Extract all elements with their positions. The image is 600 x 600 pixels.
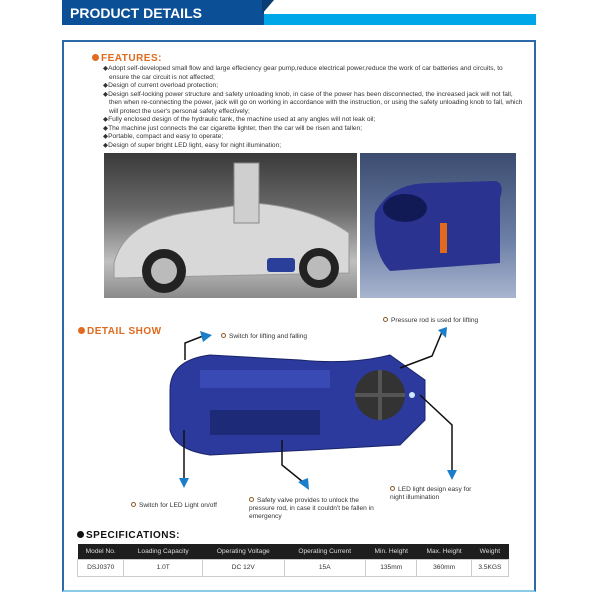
column-header: Min. Height [365,544,416,559]
page-title: PRODUCT DETAILS [62,0,264,25]
table-cell: DSJ0370 [78,559,124,576]
table-cell: 135mm [365,559,416,576]
column-header: Weight [471,544,508,559]
callout-pressure-rod: Pressure rod is used for lifting [383,317,478,325]
feature-item: ◆Design of super bright LED light, easy for night illumination; [103,141,282,149]
table-cell: 3.5KGS [471,559,508,576]
features-title: FEATURES: [101,53,162,64]
callout-switch-lift: Switch for lifting and falling [221,333,307,341]
column-header: Loading Capacity [124,544,203,559]
callout-led-switch: Switch for LED Light on/off [131,502,217,510]
column-header: Operating Voltage [203,544,284,559]
table-cell: DC 12V [203,559,284,576]
table-cell: 1.0T [124,559,203,576]
callout-safety-valve: Safety valve provides to unlock the pressure rod, in case it couldn't be fallen in emergency [249,497,374,520]
table-cell: 360mm [417,559,471,576]
feature-item: ◆Portable, compact and easy to operate; [103,133,224,140]
callout-led-light: LED light design easy for night illumination [390,486,472,501]
specs-table [77,544,509,577]
bullet-icon [77,531,84,538]
detail-title: DETAIL SHOW [87,326,162,337]
table-header-row [78,544,509,559]
column-header: Model No. [78,544,124,559]
feature-item: ◆Fully enclosed design of the hydraulic tank, the machine used at any angles will not leak oil; [103,116,376,123]
column-header: Max. Height [417,544,471,559]
feature-item: ◆Design of current overload protection; [103,82,219,89]
table-cell: 15A [284,559,365,576]
table-row [78,559,509,576]
specs-heading [77,530,180,541]
feature-item: ◆The machine just connects the car cigarette lighter, then the car will be risen and fallen; [103,124,363,132]
specs-title: SPECIFICATIONS: [86,530,180,541]
column-header: Operating Current [284,544,365,559]
feature-item: ◆Design self-locking power structure and safety unloading knob, in case of the power has been disconnected, the increased jack will not fall, then when re-connecting the power, jack will go on working in accordance with the instruction, or using the safety unloading knob to fall, which will protect the user's personal safety effectively; [103,90,523,115]
feature-item: ◆Adopt self-developed small flow and large effeciency gear pump,reduce electrical power,reduce the work of car batteries and circuits, to ensure the car circuit is not affected; [103,65,503,81]
